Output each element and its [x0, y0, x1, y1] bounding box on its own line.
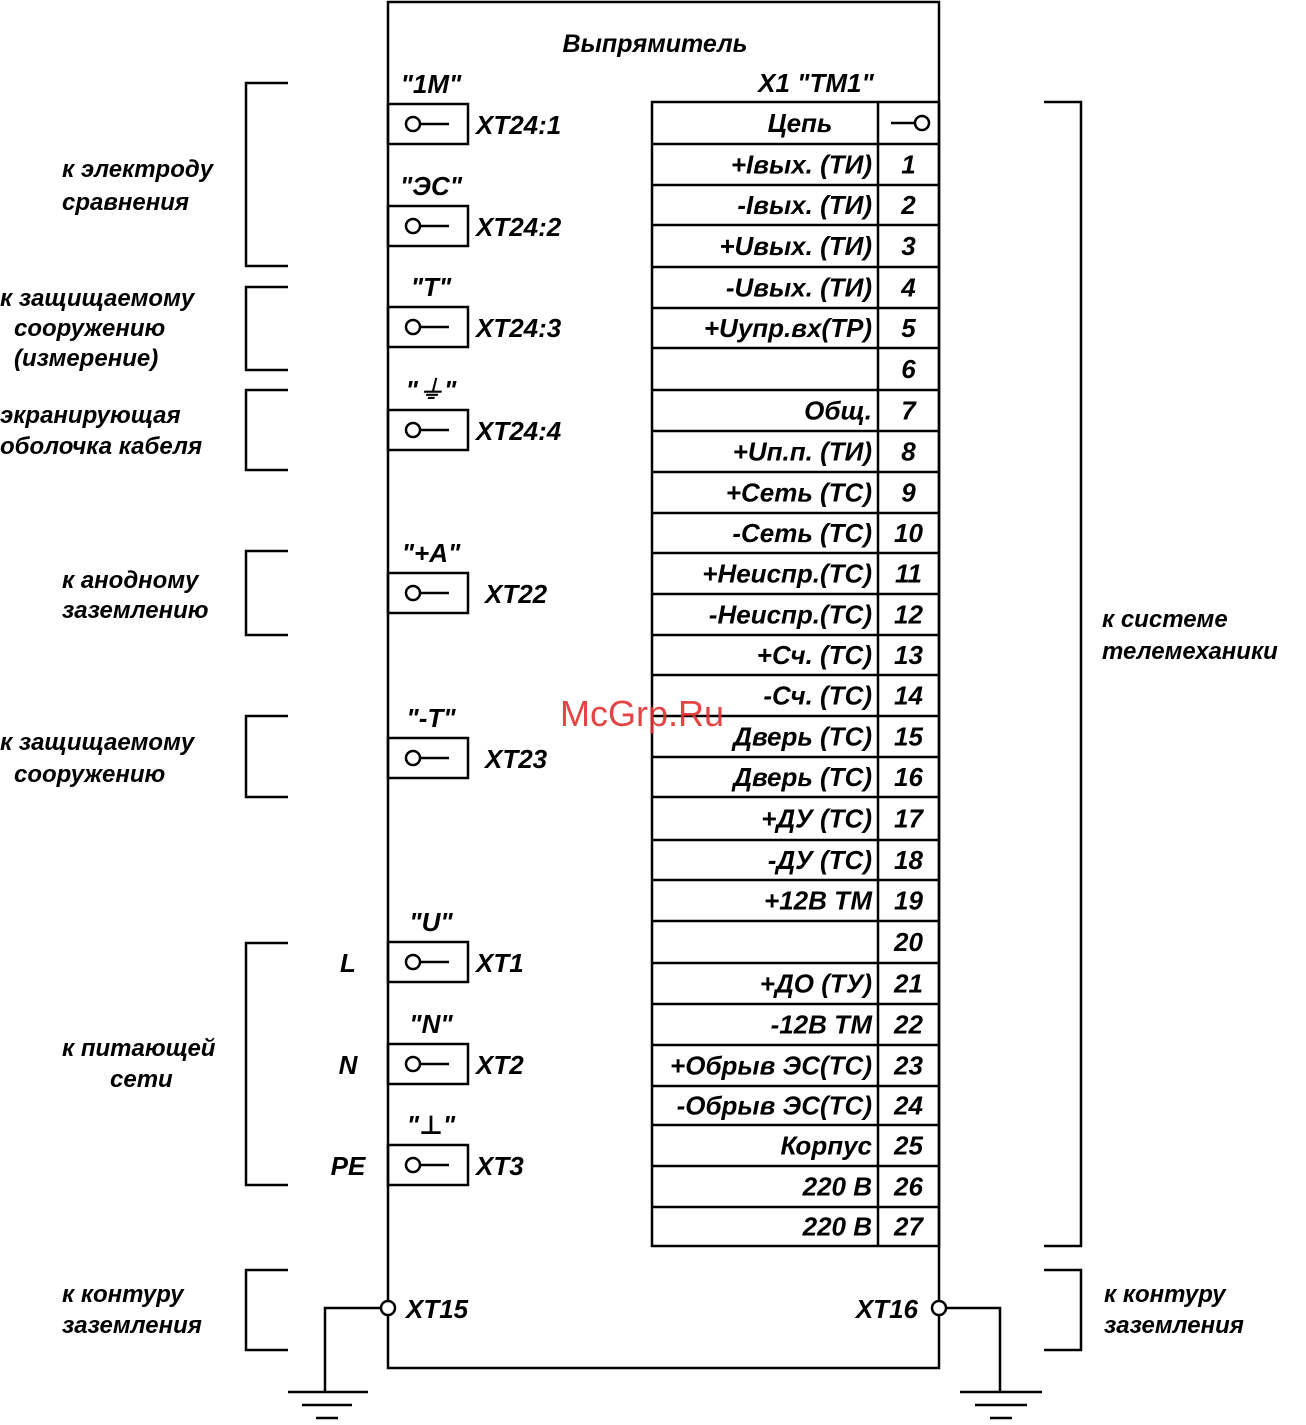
terminal-marking: "+A": [401, 538, 461, 568]
terminal-marking: "N": [409, 1009, 453, 1039]
wire-label: N: [338, 1050, 358, 1080]
bracket: [1044, 1270, 1081, 1350]
left-group-label: [62, 567, 209, 624]
table-row: [737, 190, 916, 220]
left-group-label: [0, 729, 196, 788]
terminal-xt24-1: [388, 69, 561, 144]
circuit-name: +ДУ (ТС): [761, 803, 872, 834]
table-row: [757, 640, 924, 670]
bracket: [246, 1270, 288, 1350]
circuit-name: -Обрыв ЭС(ТС): [676, 1090, 872, 1121]
table-row: [704, 313, 916, 343]
pin-number: 6: [901, 354, 916, 384]
terminal-id: XT24:2: [476, 212, 562, 242]
circuit-name: -Iвых. (ТИ): [737, 190, 872, 220]
bracket: [246, 83, 288, 266]
pin-number: 14: [894, 680, 923, 711]
table-row: [768, 845, 924, 875]
pin-number: 13: [894, 640, 923, 670]
bracket: [246, 287, 288, 370]
terminal-marking: "⏚": [405, 375, 457, 405]
circuit-name: +Iвых. (ТИ): [730, 149, 872, 180]
right-group-label: [1104, 1281, 1244, 1339]
pin-number: 1: [901, 149, 916, 180]
circuit-name: -Сч. (ТС): [763, 680, 872, 711]
group-label-line: сети: [110, 1066, 173, 1093]
bracket: [1044, 102, 1081, 1246]
group-label-line: сравнения: [62, 189, 189, 216]
terminal-contact-icon: [406, 586, 449, 600]
terminal-contact-icon: [406, 1057, 449, 1071]
terminal-id: XT23: [485, 744, 548, 774]
left-group-labels: [0, 156, 216, 1339]
table-row: [901, 354, 916, 384]
terminal-marking: "-T": [406, 703, 456, 733]
terminal-contact-icon: [406, 219, 449, 233]
pin-number: 26: [894, 1171, 923, 1202]
circuit-name: -Неиспр.(ТС): [708, 599, 872, 630]
terminal-contact-icon: [406, 955, 449, 969]
pin-number: 8: [901, 436, 916, 467]
pin-number: 10: [894, 518, 923, 548]
terminal-id: XT24:4: [476, 416, 562, 446]
bracket: [246, 943, 288, 1185]
group-label-line: сооружению: [14, 315, 166, 342]
table-header-name: Цепь: [767, 108, 833, 138]
group-label-line: оболочка кабеля: [0, 433, 203, 460]
pin-number: 17: [894, 803, 923, 834]
pin-number: 4: [901, 272, 916, 303]
circuit-name: -12В ТМ: [770, 1009, 872, 1040]
right-group-label: [1102, 606, 1278, 665]
circuit-name: -Сеть (ТС): [732, 518, 872, 548]
circuit-name: Дверь (ТС): [733, 762, 872, 792]
table-row: [719, 231, 916, 261]
circuit-name: +ДО (ТУ): [759, 968, 872, 999]
terminal-xt22: [388, 538, 548, 613]
table-row: [702, 559, 922, 589]
pin-number: 5: [901, 313, 916, 343]
terminal-xt24-3: [388, 272, 562, 347]
table-row: [802, 1212, 925, 1242]
terminal-contact-icon: [406, 751, 449, 765]
pin-number: 20: [894, 927, 923, 957]
circuit-name: 220 В: [802, 1211, 872, 1242]
table-row: [893, 927, 923, 957]
wire-label: L: [340, 948, 356, 978]
terminal-id: XT22: [485, 579, 548, 609]
table-row: [771, 1010, 924, 1040]
terminal-marking: "U": [409, 907, 453, 937]
circuit-name: +Uвых. (ТИ): [719, 231, 872, 261]
terminal-xt2: [388, 1009, 524, 1084]
pin-number: 18: [894, 845, 923, 875]
pin-number: 23: [894, 1050, 923, 1081]
table-row: [764, 886, 923, 916]
group-label-line: к анодному: [62, 567, 199, 594]
ground-terminal-left: [288, 1294, 469, 1418]
group-label-line: к контуру: [1104, 1281, 1226, 1308]
pin-number: 9: [901, 477, 916, 508]
circuit-name: +Uупр.вх(ТР): [703, 313, 872, 343]
terminal-xt1: [388, 907, 524, 982]
group-label-line: экранирующая: [0, 402, 181, 429]
terminal-xt3: [388, 1110, 524, 1185]
terminal-marking: "⊥": [406, 1110, 456, 1140]
pin-number: 19: [894, 885, 923, 916]
terminal-contact-icon: [406, 1158, 449, 1172]
terminal-marking: "T": [410, 272, 452, 302]
pin-number: 24: [894, 1090, 923, 1121]
terminal-xt23: [388, 703, 548, 778]
circuit-name: -ДУ (ТС): [767, 845, 872, 875]
circuit-name: +12В ТМ: [764, 885, 872, 916]
circuit-name: 220 В: [802, 1171, 872, 1202]
circuit-name: +Обрыв ЭС(ТС): [670, 1050, 872, 1081]
circuit-name: Дверь (ТС): [733, 721, 872, 752]
pin-number: 21: [894, 968, 923, 999]
table-row: [709, 600, 924, 630]
group-label-line: к контуру: [62, 1281, 184, 1308]
ground-terminal-right-label: XT16: [855, 1294, 918, 1324]
circuit-name: +Неиспр.(ТС): [702, 558, 872, 589]
terminal-contact-icon: [406, 320, 449, 334]
table-row: [731, 150, 916, 180]
table-row: [670, 1051, 923, 1081]
bracket: [246, 390, 288, 470]
circuit-name: -Uвых. (ТИ): [725, 272, 872, 303]
bracket: [246, 716, 288, 797]
left-group-label: [62, 1035, 216, 1093]
device-title: Выпрямитель: [562, 30, 748, 58]
group-label-line: к защищаемому: [0, 285, 195, 312]
ground-terminal-left-label: XT15: [406, 1294, 469, 1324]
wire-labels: [331, 948, 366, 1181]
table-row: [731, 722, 923, 752]
table-row: [733, 437, 917, 467]
group-label-line: к электроду: [62, 156, 214, 183]
table-row: [804, 396, 917, 426]
circuit-name: +Сеть (ТС): [725, 477, 872, 508]
table-row: [732, 518, 923, 548]
group-label-line: заземлению: [62, 597, 209, 624]
table-row: [726, 478, 916, 508]
terminal-pin-icon: [891, 116, 929, 130]
group-label-line: сооружению: [14, 761, 166, 788]
circuit-name: +Uп.п. (ТИ): [732, 436, 872, 467]
pin-number: 15: [894, 721, 923, 752]
table-row: [802, 1172, 924, 1202]
group-label-line: заземления: [62, 1312, 202, 1339]
table-row: [761, 804, 924, 834]
terminal-xt24-2: [388, 171, 562, 246]
terminal-marking: "1M": [400, 69, 462, 99]
terminal-block: [388, 69, 562, 1185]
bracket: [246, 551, 288, 635]
terminal-id: XT2: [476, 1050, 524, 1080]
left-group-label: [0, 402, 202, 460]
terminal-contact-icon: [406, 117, 449, 131]
group-label-line: телемеханики: [1102, 638, 1278, 665]
group-label-line: (измерение): [14, 345, 159, 372]
table-row: [763, 681, 923, 711]
table-row: [731, 762, 923, 792]
right-group-labels: [1102, 606, 1278, 1339]
terminal-id: XT1: [476, 948, 524, 978]
pin-number: 25: [894, 1130, 923, 1161]
terminal-id: XT24:1: [476, 110, 562, 140]
pin-number: 7: [901, 395, 916, 426]
terminal-marking: "ЭС": [399, 171, 463, 201]
pin-number: 22: [894, 1009, 923, 1040]
pin-number: 3: [901, 231, 916, 261]
ground-terminal-right: [854, 1294, 1042, 1418]
pin-number: 12: [894, 599, 923, 630]
left-group-label: [62, 1281, 202, 1339]
pin-number: 27: [894, 1211, 923, 1242]
table-row: [677, 1091, 924, 1121]
group-label-line: к питающей: [62, 1035, 216, 1062]
watermark: McGrp.Ru: [560, 693, 725, 734]
table-row: [760, 969, 923, 999]
circuit-name: Общ.: [804, 395, 872, 426]
pin-number: 11: [895, 558, 922, 589]
group-label-line: к системе: [1102, 606, 1228, 633]
group-label-line: к защищаемому: [0, 729, 195, 756]
pin-number: 2: [901, 190, 916, 220]
left-brackets: [246, 83, 288, 1350]
terminal-contact-icon: [406, 423, 449, 437]
circuit-name: +Сч. (ТС): [756, 640, 872, 670]
pin-number: 16: [894, 762, 923, 792]
terminal-id: XT24:3: [476, 313, 562, 343]
table-row: [780, 1131, 923, 1161]
circuit-name: Корпус: [780, 1130, 872, 1161]
connector-table: [652, 102, 939, 1246]
terminal-xt24-4: [388, 375, 562, 450]
left-group-label: [0, 285, 196, 372]
wire-label: PE: [330, 1151, 366, 1181]
connector-title: X1 "TM1": [758, 68, 874, 98]
right-brackets: [1044, 102, 1081, 1350]
left-group-label: [62, 156, 215, 216]
table-row: [726, 273, 916, 303]
group-label-line: заземления: [1104, 1312, 1244, 1339]
terminal-id: XT3: [476, 1151, 524, 1181]
